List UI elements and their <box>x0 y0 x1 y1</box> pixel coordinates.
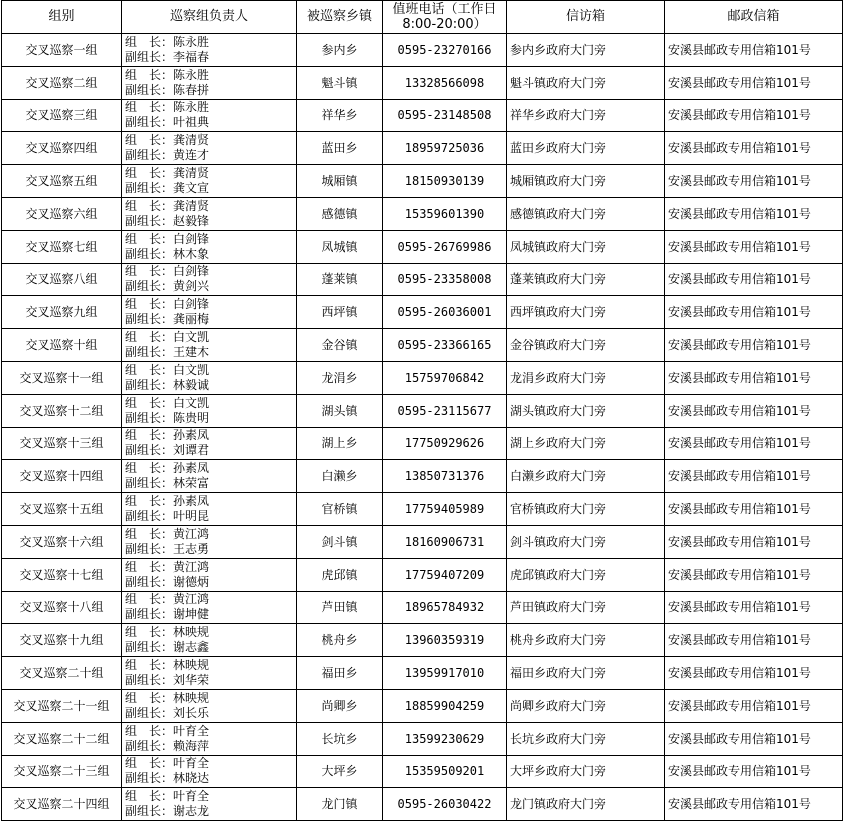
mailbox-cell: 安溪县邮政专用信箱101号 <box>665 689 843 722</box>
phone-cell: 0595-26036001 <box>383 296 507 329</box>
group-cell: 交叉巡察十组 <box>2 329 122 362</box>
leader-name: 组 长：白文凯 <box>125 395 210 410</box>
table-row <box>2 427 843 460</box>
phone-cell: 18965784932 <box>383 591 507 624</box>
deputy-name: 副组长：王志勇 <box>125 541 210 556</box>
office-cell: 蓝田乡政府大门旁 <box>507 132 665 165</box>
mailbox-cell: 安溪县邮政专用信箱101号 <box>665 788 843 821</box>
leader-cell <box>122 657 297 690</box>
group-cell: 交叉巡察十四组 <box>2 460 122 493</box>
mailbox-cell: 安溪县邮政专用信箱101号 <box>665 755 843 788</box>
mailbox-cell: 安溪县邮政专用信箱101号 <box>665 34 843 67</box>
group-cell: 交叉巡察十二组 <box>2 394 122 427</box>
header-mailbox: 邮政信箱 <box>665 1 843 34</box>
mailbox-cell: 安溪县邮政专用信箱101号 <box>665 460 843 493</box>
phone-cell: 13960359319 <box>383 624 507 657</box>
group-cell: 交叉巡察五组 <box>2 165 122 198</box>
phone-cell: 13850731376 <box>383 460 507 493</box>
leader-cell <box>122 788 297 821</box>
leader-cell <box>122 493 297 526</box>
group-cell: 交叉巡察二十四组 <box>2 788 122 821</box>
leader-cell <box>122 558 297 591</box>
header-group: 组别 <box>2 1 122 34</box>
town-cell: 凤城镇 <box>297 230 383 263</box>
mailbox-cell: 安溪县邮政专用信箱101号 <box>665 132 843 165</box>
phone-cell: 17759405989 <box>383 493 507 526</box>
group-cell: 交叉巡察九组 <box>2 296 122 329</box>
office-cell: 西坪镇政府大门旁 <box>507 296 665 329</box>
phone-cell: 13599230629 <box>383 722 507 755</box>
deputy-name: 副组长：谢坤健 <box>125 607 210 622</box>
group-cell: 交叉巡察十一组 <box>2 361 122 394</box>
office-cell: 大坪乡政府大门旁 <box>507 755 665 788</box>
header-town: 被巡察乡镇 <box>297 1 383 34</box>
phone-cell: 15359509201 <box>383 755 507 788</box>
office-cell: 官桥镇政府大门旁 <box>507 493 665 526</box>
group-cell: 交叉巡察十九组 <box>2 624 122 657</box>
group-cell: 交叉巡察二十二组 <box>2 722 122 755</box>
mailbox-cell: 安溪县邮政专用信箱101号 <box>665 165 843 198</box>
office-cell: 白濑乡政府大门旁 <box>507 460 665 493</box>
mailbox-cell: 安溪县邮政专用信箱101号 <box>665 329 843 362</box>
mailbox-cell: 安溪县邮政专用信箱101号 <box>665 99 843 132</box>
leader-name: 组 长：林映规 <box>125 690 210 705</box>
leader-name: 组 长：孙素凤 <box>125 461 210 476</box>
table-row <box>2 525 843 558</box>
leader-name: 组 长：孙素凤 <box>125 494 210 509</box>
leader-cell <box>122 296 297 329</box>
leader-cell <box>122 755 297 788</box>
leader-cell <box>122 230 297 263</box>
table-row <box>2 493 843 526</box>
leader-cell <box>122 361 297 394</box>
leader-cell <box>122 689 297 722</box>
leader-name: 组 长：叶育全 <box>125 789 210 804</box>
leader-cell <box>122 66 297 99</box>
deputy-name: 副组长：林木象 <box>125 246 210 261</box>
phone-cell: 0595-26030422 <box>383 788 507 821</box>
town-cell: 祥华乡 <box>297 99 383 132</box>
header-office: 信访箱 <box>507 1 665 34</box>
leader-cell <box>122 263 297 296</box>
table-row <box>2 624 843 657</box>
leader-name: 组 长：陈永胜 <box>125 67 210 82</box>
town-cell: 桃舟乡 <box>297 624 383 657</box>
table-row <box>2 197 843 230</box>
leader-name: 组 长：叶育全 <box>125 723 210 738</box>
office-cell: 桃舟乡政府大门旁 <box>507 624 665 657</box>
leader-name: 组 长：龚清贤 <box>125 198 210 213</box>
town-cell: 感德镇 <box>297 197 383 230</box>
office-cell: 城厢镇政府大门旁 <box>507 165 665 198</box>
table-row <box>2 263 843 296</box>
leader-name: 组 长：白剑锋 <box>125 297 210 312</box>
deputy-name: 副组长：黄剑兴 <box>125 279 210 294</box>
town-cell: 龙门镇 <box>297 788 383 821</box>
phone-cell: 0595-23270166 <box>383 34 507 67</box>
table-row <box>2 361 843 394</box>
mailbox-cell: 安溪县邮政专用信箱101号 <box>665 591 843 624</box>
deputy-name: 副组长：李福春 <box>125 49 210 64</box>
header-row <box>2 1 843 34</box>
leader-name: 组 长：陈永胜 <box>125 34 210 49</box>
deputy-name: 副组长：赵毅锋 <box>125 213 210 228</box>
phone-cell: 18150930139 <box>383 165 507 198</box>
mailbox-cell: 安溪县邮政专用信箱101号 <box>665 66 843 99</box>
phone-cell: 17759407209 <box>383 558 507 591</box>
table-row <box>2 460 843 493</box>
table-row <box>2 394 843 427</box>
group-cell: 交叉巡察一组 <box>2 34 122 67</box>
deputy-name: 副组长：谢志鑫 <box>125 640 210 655</box>
phone-cell: 0595-23358008 <box>383 263 507 296</box>
leader-name: 组 长：叶育全 <box>125 756 210 771</box>
group-cell: 交叉巡察六组 <box>2 197 122 230</box>
table-row <box>2 66 843 99</box>
office-cell: 参内乡政府大门旁 <box>507 34 665 67</box>
phone-cell: 18160906731 <box>383 525 507 558</box>
mailbox-cell: 安溪县邮政专用信箱101号 <box>665 361 843 394</box>
leader-name: 组 长：陈永胜 <box>125 100 210 115</box>
table-header <box>2 1 843 34</box>
town-cell: 龙涓乡 <box>297 361 383 394</box>
group-cell: 交叉巡察三组 <box>2 99 122 132</box>
town-cell: 魁斗镇 <box>297 66 383 99</box>
deputy-name: 副组长：龚丽梅 <box>125 312 210 327</box>
town-cell: 湖上乡 <box>297 427 383 460</box>
mailbox-cell: 安溪县邮政专用信箱101号 <box>665 525 843 558</box>
leader-name: 组 长：黄江鸿 <box>125 592 210 607</box>
office-cell: 芦田镇政府大门旁 <box>507 591 665 624</box>
office-cell: 尚卿乡政府大门旁 <box>507 689 665 722</box>
leader-cell <box>122 165 297 198</box>
mailbox-cell: 安溪县邮政专用信箱101号 <box>665 394 843 427</box>
town-cell: 白濑乡 <box>297 460 383 493</box>
group-cell: 交叉巡察七组 <box>2 230 122 263</box>
deputy-name: 副组长：陈贵明 <box>125 410 210 425</box>
mailbox-cell: 安溪县邮政专用信箱101号 <box>665 493 843 526</box>
town-cell: 尚卿乡 <box>297 689 383 722</box>
deputy-name: 副组长：刘长乐 <box>125 705 210 720</box>
deputy-name: 副组长：龚文宣 <box>125 181 210 196</box>
phone-cell: 0595-23115677 <box>383 394 507 427</box>
group-cell: 交叉巡察十八组 <box>2 591 122 624</box>
leader-name: 组 长：黄江鸿 <box>125 559 210 574</box>
town-cell: 湖头镇 <box>297 394 383 427</box>
leader-name: 组 长：白剑锋 <box>125 231 210 246</box>
leader-cell <box>122 329 297 362</box>
table-row <box>2 296 843 329</box>
phone-cell: 15359601390 <box>383 197 507 230</box>
office-cell: 龙涓乡政府大门旁 <box>507 361 665 394</box>
phone-cell: 0595-23366165 <box>383 329 507 362</box>
town-cell: 芦田镇 <box>297 591 383 624</box>
leader-name: 组 长：黄江鸿 <box>125 526 210 541</box>
mailbox-cell: 安溪县邮政专用信箱101号 <box>665 722 843 755</box>
leader-cell <box>122 525 297 558</box>
deputy-name: 副组长：谢德炳 <box>125 574 210 589</box>
deputy-name: 副组长：黄连才 <box>125 148 210 163</box>
deputy-name: 副组长：叶明昆 <box>125 509 210 524</box>
phone-cell: 18959725036 <box>383 132 507 165</box>
inspection-schedule-table <box>1 0 843 821</box>
table-row <box>2 591 843 624</box>
office-cell: 龙门镇政府大门旁 <box>507 788 665 821</box>
deputy-name: 副组长：赖海萍 <box>125 738 210 753</box>
deputy-name: 副组长：刘华荣 <box>125 673 210 688</box>
phone-cell: 17750929626 <box>383 427 507 460</box>
leader-name: 组 长：白文凯 <box>125 330 210 345</box>
town-cell: 福田乡 <box>297 657 383 690</box>
phone-cell: 15759706842 <box>383 361 507 394</box>
office-cell: 长坑乡政府大门旁 <box>507 722 665 755</box>
town-cell: 虎邱镇 <box>297 558 383 591</box>
phone-cell: 0595-26769986 <box>383 230 507 263</box>
office-cell: 剑斗镇政府大门旁 <box>507 525 665 558</box>
group-cell: 交叉巡察八组 <box>2 263 122 296</box>
phone-cell: 0595-23148508 <box>383 99 507 132</box>
group-cell: 交叉巡察二十一组 <box>2 689 122 722</box>
deputy-name: 副组长：叶祖典 <box>125 115 210 130</box>
town-cell: 蓬莱镇 <box>297 263 383 296</box>
leader-name: 组 长：龚清贤 <box>125 133 210 148</box>
group-cell: 交叉巡察十三组 <box>2 427 122 460</box>
leader-cell <box>122 132 297 165</box>
office-cell: 祥华乡政府大门旁 <box>507 99 665 132</box>
office-cell: 感德镇政府大门旁 <box>507 197 665 230</box>
leader-cell <box>122 722 297 755</box>
table-row <box>2 230 843 263</box>
group-cell: 交叉巡察四组 <box>2 132 122 165</box>
town-cell: 大坪乡 <box>297 755 383 788</box>
mailbox-cell: 安溪县邮政专用信箱101号 <box>665 427 843 460</box>
mailbox-cell: 安溪县邮政专用信箱101号 <box>665 624 843 657</box>
leader-cell <box>122 394 297 427</box>
leader-cell <box>122 34 297 67</box>
table-row <box>2 689 843 722</box>
mailbox-cell: 安溪县邮政专用信箱101号 <box>665 296 843 329</box>
mailbox-cell: 安溪县邮政专用信箱101号 <box>665 657 843 690</box>
leader-name: 组 长：林映规 <box>125 658 210 673</box>
leader-cell <box>122 460 297 493</box>
leader-name: 组 长：白文凯 <box>125 362 210 377</box>
office-cell: 蓬莱镇政府大门旁 <box>507 263 665 296</box>
town-cell: 金谷镇 <box>297 329 383 362</box>
town-cell: 剑斗镇 <box>297 525 383 558</box>
table-body <box>2 34 843 821</box>
header-phone <box>383 1 507 34</box>
table-row <box>2 788 843 821</box>
table-row <box>2 329 843 362</box>
header-leader: 巡察组负责人 <box>122 1 297 34</box>
phone-cell: 18859904259 <box>383 689 507 722</box>
phone-cell: 13959917010 <box>383 657 507 690</box>
mailbox-cell: 安溪县邮政专用信箱101号 <box>665 230 843 263</box>
phone-cell: 13328566098 <box>383 66 507 99</box>
table-row <box>2 165 843 198</box>
group-cell: 交叉巡察十六组 <box>2 525 122 558</box>
deputy-name: 副组长：刘谭君 <box>125 443 210 458</box>
office-cell: 凤城镇政府大门旁 <box>507 230 665 263</box>
leader-name: 组 长：林映规 <box>125 625 210 640</box>
leader-cell <box>122 624 297 657</box>
group-cell: 交叉巡察十五组 <box>2 493 122 526</box>
town-cell: 城厢镇 <box>297 165 383 198</box>
leader-cell <box>122 197 297 230</box>
header-phone-line2: 8:00-20:00） <box>402 17 487 32</box>
leader-name: 组 长：龚清贤 <box>125 166 210 181</box>
mailbox-cell: 安溪县邮政专用信箱101号 <box>665 197 843 230</box>
leader-cell <box>122 99 297 132</box>
office-cell: 福田乡政府大门旁 <box>507 657 665 690</box>
deputy-name: 副组长：林晓达 <box>125 771 210 786</box>
office-cell: 虎邱镇政府大门旁 <box>507 558 665 591</box>
table-row <box>2 99 843 132</box>
town-cell: 西坪镇 <box>297 296 383 329</box>
group-cell: 交叉巡察十七组 <box>2 558 122 591</box>
town-cell: 官桥镇 <box>297 493 383 526</box>
leader-cell <box>122 427 297 460</box>
table-row <box>2 34 843 67</box>
office-cell: 金谷镇政府大门旁 <box>507 329 665 362</box>
office-cell: 湖头镇政府大门旁 <box>507 394 665 427</box>
town-cell: 长坑乡 <box>297 722 383 755</box>
group-cell: 交叉巡察二十组 <box>2 657 122 690</box>
leader-cell <box>122 591 297 624</box>
office-cell: 魁斗镇政府大门旁 <box>507 66 665 99</box>
deputy-name: 副组长：林荣富 <box>125 476 210 491</box>
table-row <box>2 755 843 788</box>
deputy-name: 副组长：陈春拼 <box>125 82 210 97</box>
table-row <box>2 722 843 755</box>
deputy-name: 副组长：王建木 <box>125 345 210 360</box>
town-cell: 参内乡 <box>297 34 383 67</box>
group-cell: 交叉巡察二十三组 <box>2 755 122 788</box>
table-row <box>2 657 843 690</box>
deputy-name: 副组长：谢志龙 <box>125 804 210 819</box>
mailbox-cell: 安溪县邮政专用信箱101号 <box>665 263 843 296</box>
table-row <box>2 132 843 165</box>
office-cell: 湖上乡政府大门旁 <box>507 427 665 460</box>
header-phone-line1: 值班电话（工作日 <box>392 2 497 17</box>
leader-name: 组 长：孙素凤 <box>125 428 210 443</box>
leader-name: 组 长：白剑锋 <box>125 264 210 279</box>
table-row <box>2 558 843 591</box>
deputy-name: 副组长：林毅诚 <box>125 377 210 392</box>
mailbox-cell: 安溪县邮政专用信箱101号 <box>665 558 843 591</box>
town-cell: 蓝田乡 <box>297 132 383 165</box>
group-cell: 交叉巡察二组 <box>2 66 122 99</box>
